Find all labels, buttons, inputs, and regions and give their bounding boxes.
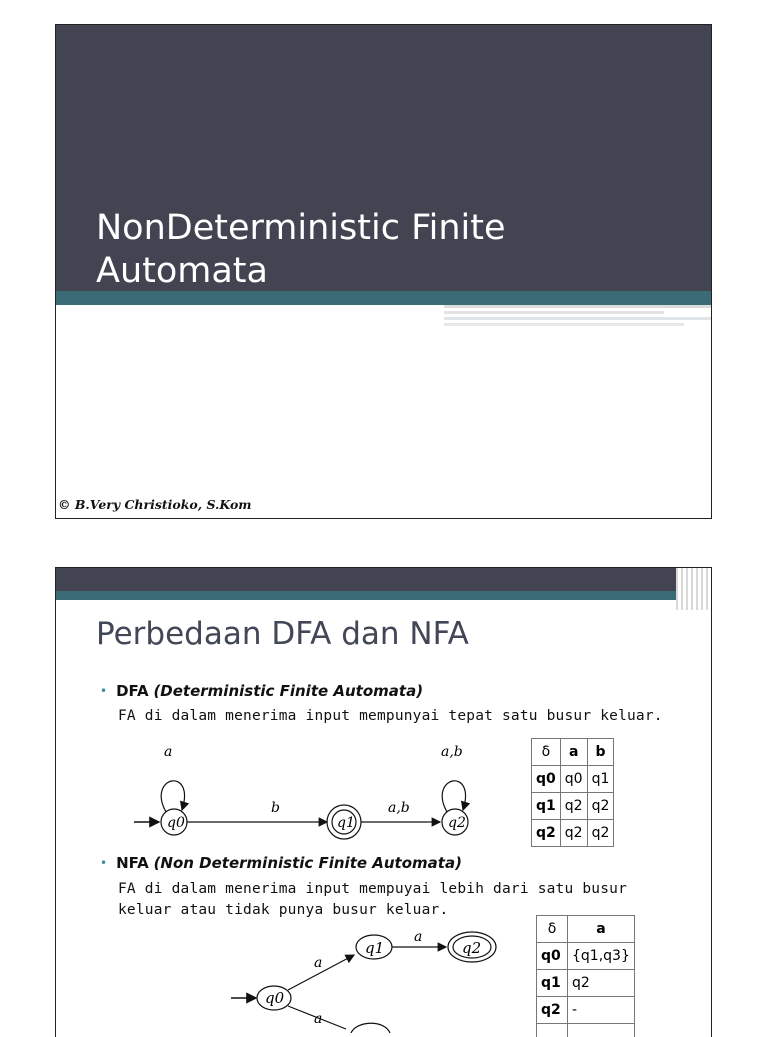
title-band: [56, 291, 711, 305]
dfa-description: FA di dalam menerima input mempunyai tepat satu busur keluar.: [118, 706, 663, 727]
nfa-state-label: q2: [462, 939, 481, 957]
decor-stripe: [676, 568, 712, 610]
table-header-row: [537, 916, 635, 943]
dfa-edge-label: a,b: [441, 744, 463, 760]
dfa-bullet: [100, 682, 423, 700]
nfa-state-label: q1: [365, 939, 384, 957]
dfa-self-loop-q2: [442, 781, 465, 812]
dfa-state-label: q1: [337, 815, 355, 831]
bullet-dot-icon: •: [100, 684, 107, 698]
title-line-2: Automata: [96, 250, 616, 293]
dfa-abbr: DFA: [116, 682, 149, 700]
dfa-full-name: (Deterministic Finite Automata): [153, 682, 423, 700]
dfa-state-label: q0: [167, 815, 185, 831]
table-header-cell: a: [560, 739, 587, 766]
slide-title: Perbedaan DFA dan NFA: [96, 616, 469, 652]
nfa-description-line: FA di dalam menerima input mempuyai lebih dari satu busur: [118, 879, 627, 900]
nfa-state-q3-partial: [351, 1023, 390, 1033]
table-row: [532, 793, 614, 820]
table-cell: q1: [537, 970, 568, 997]
decor-stripe: [444, 317, 712, 320]
header-bar: [56, 568, 711, 591]
table-cell: q2: [560, 793, 587, 820]
table-cell: q2: [532, 820, 561, 847]
dfa-edge-label: a: [164, 744, 172, 760]
dfa-state-diagram: [126, 736, 426, 846]
table-header-cell: a: [568, 916, 635, 943]
table-cell: q2: [587, 820, 614, 847]
table-cell: q2: [560, 820, 587, 847]
table-cell: [537, 1024, 568, 1037]
table-cell: q1: [532, 793, 561, 820]
table-header-cell: b: [587, 739, 614, 766]
table-header-cell: δ: [532, 739, 561, 766]
nfa-bullet: [100, 854, 462, 872]
table-cell: q0: [537, 943, 568, 970]
dfa-state-diagram-right: [426, 736, 496, 846]
slide-title: [96, 207, 616, 293]
decor-stripe: [444, 323, 684, 326]
bullet-dot-icon: •: [100, 856, 107, 870]
dfa-state-label: q2: [448, 815, 466, 831]
table-row: [537, 943, 635, 970]
dfa-edge-label: b: [271, 800, 280, 816]
table-cell: q2: [537, 997, 568, 1024]
table-cell: {q1,q3}: [568, 943, 635, 970]
title-slide: [55, 24, 712, 519]
nfa-transition-table: [536, 915, 635, 1037]
nfa-state-diagram: [226, 923, 506, 1033]
table-cell: [568, 1024, 635, 1037]
title-line-1: NonDeterministic Finite: [96, 207, 616, 250]
table-cell: q0: [532, 766, 561, 793]
table-cell: q1: [587, 766, 614, 793]
nfa-edge-label: a: [314, 955, 322, 971]
table-header-row: [532, 739, 614, 766]
nfa-full-name: (Non Deterministic Finite Automata): [154, 854, 462, 872]
table-cell: -: [568, 997, 635, 1024]
dfa-self-loop-q0: [161, 781, 184, 812]
table-header-cell: δ: [537, 916, 568, 943]
nfa-edge-label: a: [314, 1011, 322, 1027]
nfa-abbr: NFA: [116, 854, 149, 872]
table-cell: q0: [560, 766, 587, 793]
table-row: [537, 1024, 635, 1037]
nfa-edge-label: a: [414, 929, 422, 945]
table-row: [532, 820, 614, 847]
table-row: [537, 970, 635, 997]
header-band: [56, 591, 711, 600]
copyright-footer: © B.Very Christioko, S.Kom: [58, 497, 252, 512]
dfa-edge-label: a,b: [388, 800, 410, 816]
nfa-description-line: keluar atau tidak punya busur keluar.: [118, 900, 627, 921]
dfa-transition-table: [531, 738, 614, 847]
table-cell: q2: [568, 970, 635, 997]
decor-stripe: [444, 311, 664, 314]
table-row: [537, 997, 635, 1024]
decor-stripe: [444, 305, 712, 308]
table-row: [532, 766, 614, 793]
table-cell: q2: [587, 793, 614, 820]
nfa-state-label: q0: [265, 989, 285, 1007]
content-slide: [55, 567, 712, 1037]
